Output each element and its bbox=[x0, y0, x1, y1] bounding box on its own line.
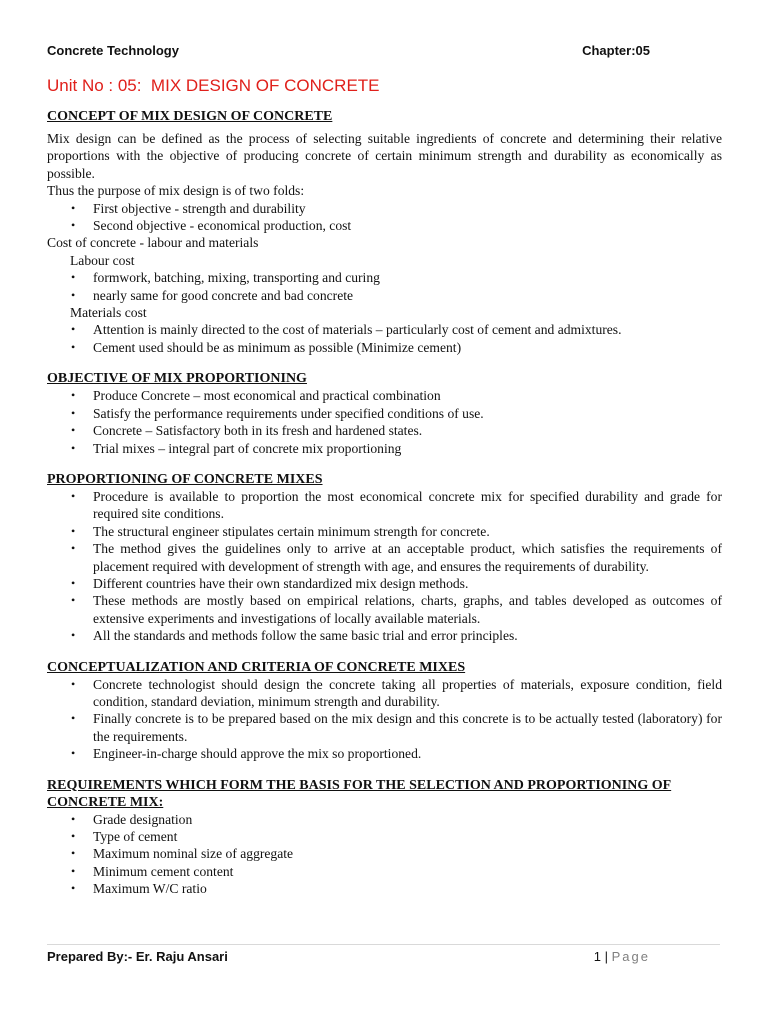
bullet-list bbox=[47, 269, 722, 304]
section-objective bbox=[47, 370, 722, 457]
page-label: Page bbox=[611, 949, 650, 964]
section-heading: REQUIREMENTS WHICH FORM THE BASIS FOR THE SELECTION AND PROPORTIONING OF CONCRETE MIX: bbox=[47, 777, 672, 810]
footer-author: Prepared By:- Er. Raju Ansari bbox=[47, 949, 228, 964]
unit-title: Unit No : 05: MIX DESIGN OF CONCRETE bbox=[47, 76, 380, 95]
subheading-labour-cost: Labour cost bbox=[70, 252, 135, 268]
section-proportioning bbox=[47, 471, 722, 645]
list-item: • Minimum cement content bbox=[47, 863, 722, 880]
list-item: • Procedure is available to proportion the most economical concrete mix for specified durability and grade for required site conditions. bbox=[47, 488, 722, 523]
list-item: • formwork, batching, mixing, transporting and curing bbox=[47, 269, 722, 286]
list-item: • Satisfy the performance requirements under specified conditions of use. bbox=[47, 405, 722, 422]
section-heading: PROPORTIONING OF CONCRETE MIXES bbox=[47, 471, 323, 487]
header-chapter: Chapter:05 bbox=[582, 43, 650, 58]
list-item: • Grade designation bbox=[47, 811, 722, 828]
list-item: • The structural engineer stipulates certain minimum strength for concrete. bbox=[47, 523, 722, 540]
list-item: • Produce Concrete – most economical and practical combination bbox=[47, 387, 722, 404]
paragraph: Thus the purpose of mix design is of two folds: bbox=[47, 183, 305, 199]
section-heading: CONCEPT OF MIX DESIGN OF CONCRETE bbox=[47, 109, 333, 124]
list-item: • Type of cement bbox=[47, 828, 722, 845]
list-item: • Trial mixes – integral part of concrete mix proportioning bbox=[47, 440, 722, 457]
list-item: • All the standards and methods follow the same basic trial and error principles. bbox=[47, 627, 722, 644]
page-footer bbox=[47, 949, 650, 967]
bullet-list bbox=[47, 321, 722, 356]
list-item: • The method gives the guidelines only to arrive at an acceptable product, which satisfies the requirements of placement required with development of strength with age, and ensures the requirements of durability. bbox=[47, 540, 722, 575]
document-body bbox=[47, 108, 722, 898]
header-course-title: Concrete Technology bbox=[47, 43, 179, 58]
footer-page-number bbox=[594, 949, 650, 964]
bullet-list bbox=[47, 676, 722, 763]
section-heading: OBJECTIVE OF MIX PROPORTIONING bbox=[47, 371, 307, 387]
list-item: • Concrete – Satisfactory both in its fresh and hardened states. bbox=[47, 422, 722, 439]
list-item: • nearly same for good concrete and bad concrete bbox=[47, 287, 722, 304]
list-item: • Attention is mainly directed to the cost of materials – particularly cost of cement and admixtures. bbox=[47, 321, 722, 338]
list-item: • Concrete technologist should design the concrete taking all properties of materials, exposure condition, field condition, standard deviation, minimum strength and durability. bbox=[47, 676, 722, 711]
bullet-list bbox=[47, 488, 722, 645]
page-header bbox=[47, 43, 650, 61]
section-requirements bbox=[47, 777, 722, 898]
subheading-materials-cost: Materials cost bbox=[70, 305, 147, 321]
bullet-list bbox=[47, 200, 722, 235]
paragraph: Cost of concrete - labour and materials bbox=[47, 235, 259, 251]
bullet-list bbox=[47, 811, 722, 898]
list-item: • First objective - strength and durability bbox=[47, 200, 722, 217]
list-item: • Engineer-in-charge should approve the mix so proportioned. bbox=[47, 745, 722, 762]
section-heading: CONCEPTUALIZATION AND CRITERIA OF CONCRETE MIXES bbox=[47, 659, 466, 675]
section-conceptualization bbox=[47, 659, 722, 763]
list-item: • Maximum nominal size of aggregate bbox=[47, 845, 722, 862]
paragraph: Mix design can be defined as the process of selecting suitable ingredients of concrete and determining their relative proportions with the objective of producing concrete of certain minimum strength and durability as economically as possible. bbox=[47, 131, 722, 181]
list-item: • Cement used should be as minimum as possible (Minimize cement) bbox=[47, 339, 722, 356]
page-separator: | bbox=[604, 949, 608, 964]
list-item: • Different countries have their own standardized mix design methods. bbox=[47, 575, 722, 592]
footer-divider bbox=[47, 944, 720, 945]
list-item: • Finally concrete is to be prepared based on the mix design and this concrete is to be actually tested (laboratory) for the requirements. bbox=[47, 710, 722, 745]
list-item: • These methods are mostly based on empirical relations, charts, graphs, and tables developed as outcomes of extensive experiments and investigations of locally available materials. bbox=[47, 592, 722, 627]
list-item: • Second objective - economical production, cost bbox=[47, 217, 722, 234]
bullet-list bbox=[47, 387, 722, 457]
list-item: • Maximum W/C ratio bbox=[47, 880, 722, 897]
section-concept bbox=[47, 108, 722, 356]
page-number: 1 bbox=[593, 949, 601, 964]
